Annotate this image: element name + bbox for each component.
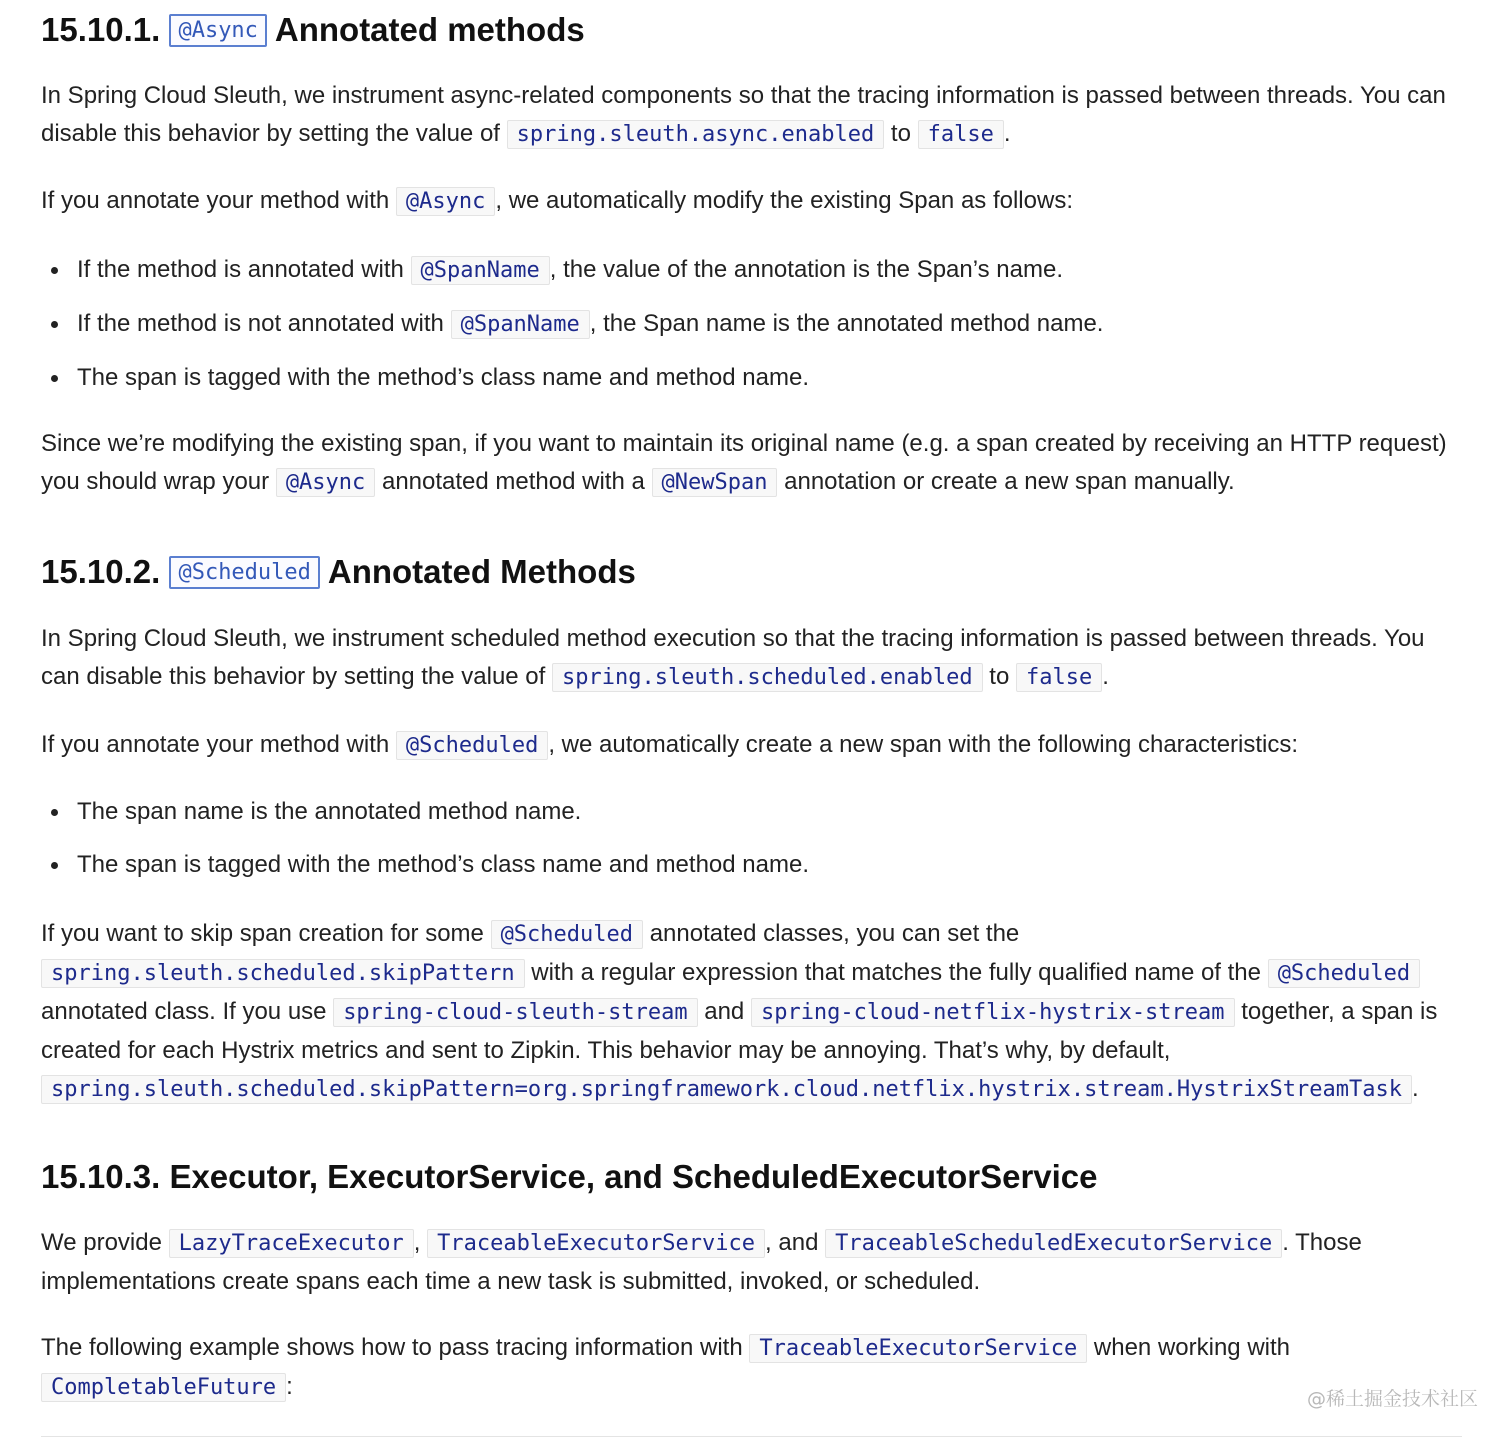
code-skip-pattern-default: spring.sleuth.scheduled.skipPattern=org.springframework.cloud.netflix.hystrix.stream.HystrixStreamTask xyxy=(41,1075,1412,1104)
code-completable-future: CompletableFuture xyxy=(41,1373,286,1402)
scheduled-bullet-list xyxy=(41,797,1461,903)
paragraph-async-annotate: If you annotate your method with @Async , we automatically modify the existing Span as follows: xyxy=(41,187,1073,214)
list-item: The span name is the annotated method name. xyxy=(41,797,1461,827)
code-traceable-scheduled-executor-service: TraceableScheduledExecutorService xyxy=(825,1229,1282,1258)
code-spanname: @SpanName xyxy=(411,256,550,285)
paragraph-executor-example: The following example shows how to pass tracing information with TraceableExecutorService when working with CompletableFuture : xyxy=(41,1334,1290,1400)
paragraph-async-intro: In Spring Cloud Sleuth, we instrument async-related components so that the tracing information is passed between threads. You can disable this behavior by setting the value of spring.sleuth.async.enabled to false . xyxy=(41,82,1446,147)
code-async: @Async xyxy=(396,187,495,216)
section-heading-executor: 15.10.3. Executor, ExecutorService, and ScheduledExecutorService xyxy=(41,1158,1098,1195)
bullet-icon xyxy=(51,809,58,816)
bullet-icon xyxy=(51,267,58,274)
list-item: If the method is annotated with @SpanName , the value of the annotation is the Span’s name. xyxy=(41,255,1461,286)
code-scheduled: @Scheduled xyxy=(491,920,643,949)
section-number: 15.10.1. xyxy=(41,11,161,48)
list-item: The span is tagged with the method’s class name and method name. xyxy=(41,850,1461,880)
divider xyxy=(41,1436,1462,1437)
paragraph-scheduled-skip: If you want to skip span creation for some @Scheduled annotated classes, you can set the spring.sleuth.scheduled.skipPattern with a regular expression that matches the fully qualified name of the @Scheduled annotated class. If you use spring-cloud-sleuth-stream and spring-cloud-netflix-hystrix-stream together, a span is created for each Hystrix metrics and sent to Zipkin. This behavior may be annoying. That’s why, by default, spring.sleuth.scheduled.skipPattern=org.springframework.cloud.netflix.hystrix.stream.HystrixStreamTask . xyxy=(41,920,1438,1102)
paragraph-scheduled-annotate: If you annotate your method with @Scheduled , we automatically create a new span with the following characteristics: xyxy=(41,731,1299,758)
paragraph-executor-intro: We provide LazyTraceExecutor , TraceableExecutorService , and TraceableScheduledExecutorService . Those implementations create spans each time a new task is submitted, invoked, or scheduled. xyxy=(41,1229,1362,1295)
section-title: Annotated Methods xyxy=(327,553,636,590)
code-sleuth-stream: spring-cloud-sleuth-stream xyxy=(333,998,697,1027)
list-item: The span is tagged with the method’s class name and method name. xyxy=(41,363,1461,393)
code-async-enabled: spring.sleuth.async.enabled xyxy=(507,120,885,149)
watermark: @稀土掘金技术社区 xyxy=(1306,1388,1478,1410)
section-heading-scheduled xyxy=(41,552,636,597)
paragraph-async-wrap: Since we’re modifying the existing span, if you want to maintain its original name (e.g. a span created by receiving an HTTP request) you should wrap your @Async annotated method with a @NewSpan annotation or create a new span manually. xyxy=(41,430,1447,495)
code-lazy-trace-executor: LazyTraceExecutor xyxy=(169,1229,414,1258)
code-scheduled-enabled: spring.sleuth.scheduled.enabled xyxy=(552,663,983,692)
bullet-icon xyxy=(51,862,58,869)
code-traceable-executor-service: TraceableExecutorService xyxy=(427,1229,765,1258)
code-hystrix-stream: spring-cloud-netflix-hystrix-stream xyxy=(751,998,1235,1027)
section-number: 15.10.2. xyxy=(41,553,161,590)
code-scheduled: @Scheduled xyxy=(396,731,548,760)
bullet-icon xyxy=(51,375,58,382)
heading-code-scheduled: @Scheduled xyxy=(169,556,319,589)
code-traceable-executor-service: TraceableExecutorService xyxy=(749,1334,1087,1363)
code-scheduled: @Scheduled xyxy=(1268,959,1420,988)
section-title: Annotated methods xyxy=(274,11,585,48)
async-bullet-list xyxy=(41,255,1461,416)
section-heading-async xyxy=(41,10,585,55)
paragraph-scheduled-intro: In Spring Cloud Sleuth, we instrument scheduled method execution so that the tracing information is passed between threads. You can disable this behavior by setting the value of spring.sleuth.scheduled.enabled to false . xyxy=(41,625,1425,690)
heading-code-async: @Async xyxy=(169,14,266,47)
code-async: @Async xyxy=(276,468,375,497)
code-newspan: @NewSpan xyxy=(652,468,778,497)
code-false: false xyxy=(1016,663,1102,692)
code-skip-pattern: spring.sleuth.scheduled.skipPattern xyxy=(41,959,525,988)
bullet-icon xyxy=(51,321,58,328)
list-item: If the method is not annotated with @SpanName , the Span name is the annotated method name. xyxy=(41,309,1461,340)
code-spanname: @SpanName xyxy=(451,310,590,339)
code-false: false xyxy=(918,120,1004,149)
